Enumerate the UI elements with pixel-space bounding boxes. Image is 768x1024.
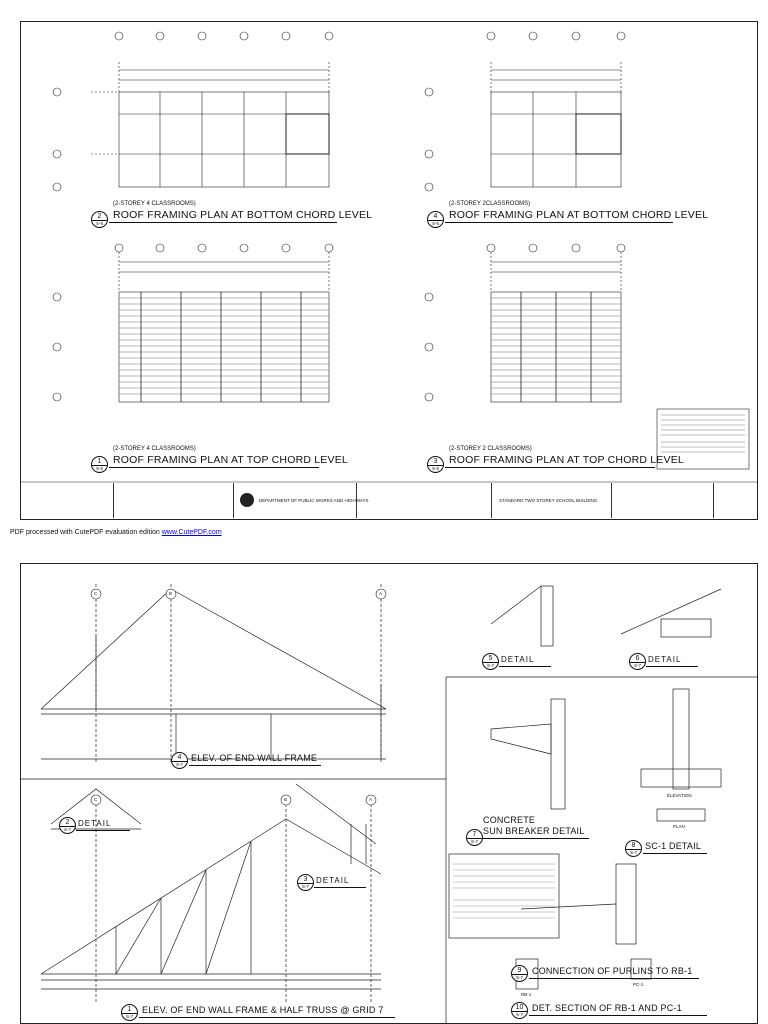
drawing-number-6: 6 S-7: [629, 653, 646, 670]
title-block-project: STANDARD TWO STOREY SCHOOL BUILDING: [499, 498, 598, 503]
drawing-number-1: 1 S-7: [121, 1004, 138, 1021]
title-block-department: DEPARTMENT OF PUBLIC WORKS AND HIGHWAYS: [259, 498, 369, 503]
drawing-title: SC-1 DETAIL: [645, 841, 702, 851]
title-underline: [481, 838, 589, 839]
drawing-title: DET. SECTION OF RB-1 AND PC-1: [532, 1003, 682, 1013]
title-underline: [646, 666, 698, 667]
title-underline: [189, 765, 321, 766]
dpwh-seal-icon: [240, 493, 254, 507]
title-underline: [109, 222, 337, 223]
drawing-number-7: 7 S-7: [466, 829, 483, 846]
drawing-number-8: 8 S-7: [625, 840, 642, 857]
drawing-title: ELEV. OF END WALL FRAME: [191, 753, 318, 763]
drawing-caption: (2-STOREY 2 CLASSROOMS): [449, 446, 532, 452]
drawing-title: ROOF FRAMING PLAN AT TOP CHORD LEVEL: [113, 454, 348, 466]
title-underline: [529, 978, 699, 979]
drawing-number-4: 4 S-7: [171, 752, 188, 769]
drawing-caption: (2-STOREY 4 CLASSROOMS): [113, 201, 196, 207]
title-underline: [314, 887, 366, 888]
drawing-title: DETAIL: [316, 876, 350, 885]
drawing-title: ROOF FRAMING PLAN AT BOTTOM CHORD LEVEL: [113, 209, 373, 221]
drawing-number-9: 9 S-7: [511, 965, 528, 982]
title-underline: [643, 853, 707, 854]
drawing-number-3: 3 S-6: [427, 456, 444, 473]
grid-label-b: B: [284, 797, 288, 802]
drawing-title: CONNECTION OF PURLINS TO RB-1: [532, 966, 693, 976]
title-block-divider: [113, 483, 114, 518]
grid-label-c: C: [94, 797, 98, 802]
title-underline: [499, 666, 551, 667]
elevation-label: ELEVATION: [667, 793, 692, 798]
drawing-number-5: 5 S-7: [482, 653, 499, 670]
drawing-title: ELEV. OF END WALL FRAME & HALF TRUSS @ GRID 7: [142, 1005, 384, 1015]
title-underline: [445, 467, 655, 468]
pdf-note-text: PDF processed with CutePDF evaluation edition: [10, 529, 162, 536]
drawing-number-4: 4 S-6: [427, 211, 444, 228]
drawing-title: ROOF FRAMING PLAN AT TOP CHORD LEVEL: [449, 454, 684, 466]
drawing-title: DETAIL: [78, 819, 112, 828]
drawing-number-1: 1 S-6: [91, 456, 108, 473]
title-underline: [76, 830, 130, 831]
drawing-title: SUN BREAKER DETAIL: [483, 826, 585, 836]
title-block-divider: [233, 483, 234, 518]
drawing-sheet-s7: [20, 563, 758, 1024]
drawing-title: ROOF FRAMING PLAN AT BOTTOM CHORD LEVEL: [449, 209, 709, 221]
plan-label: PLAN: [673, 824, 685, 829]
drawing-title: CONCRETE: [483, 815, 536, 825]
roof-framing-linework: [21, 22, 757, 519]
drawing-number-2: 2 S-7: [59, 817, 76, 834]
title-underline: [139, 1017, 395, 1018]
drawing-title: DETAIL: [501, 655, 535, 664]
title-underline: [529, 1015, 707, 1016]
drawing-number-10: 10 S-7: [511, 1002, 528, 1019]
title-underline: [445, 222, 673, 223]
grid-label-a: A: [369, 797, 373, 802]
title-block-divider: [611, 483, 612, 518]
drawing-number-2: 2 S-6: [91, 211, 108, 228]
drawing-sheet-s6: [20, 21, 758, 520]
detail-linework: [21, 564, 757, 1023]
title-block-divider: [713, 483, 714, 518]
rb-1-label: RB-1: [521, 992, 532, 997]
grid-label-c: C: [94, 591, 98, 596]
title-block-divider: [356, 483, 357, 518]
grid-label-b: B: [169, 591, 173, 596]
drawing-caption: (2-STOREY 4 CLASSROOMS): [113, 446, 196, 452]
title-block-divider: [491, 483, 492, 518]
title-underline: [109, 467, 319, 468]
cutepdf-link[interactable]: www.CutePDF.com: [161, 529, 222, 536]
pdf-watermark-note: [10, 529, 222, 536]
drawing-number-3: 3 S-7: [297, 874, 314, 891]
grid-label-a: A: [379, 591, 383, 596]
drawing-title: DETAIL: [648, 655, 682, 664]
pc-1-label: PC-1: [633, 982, 644, 987]
drawing-caption: (2-STOREY 2CLASSROOMS): [449, 201, 531, 207]
